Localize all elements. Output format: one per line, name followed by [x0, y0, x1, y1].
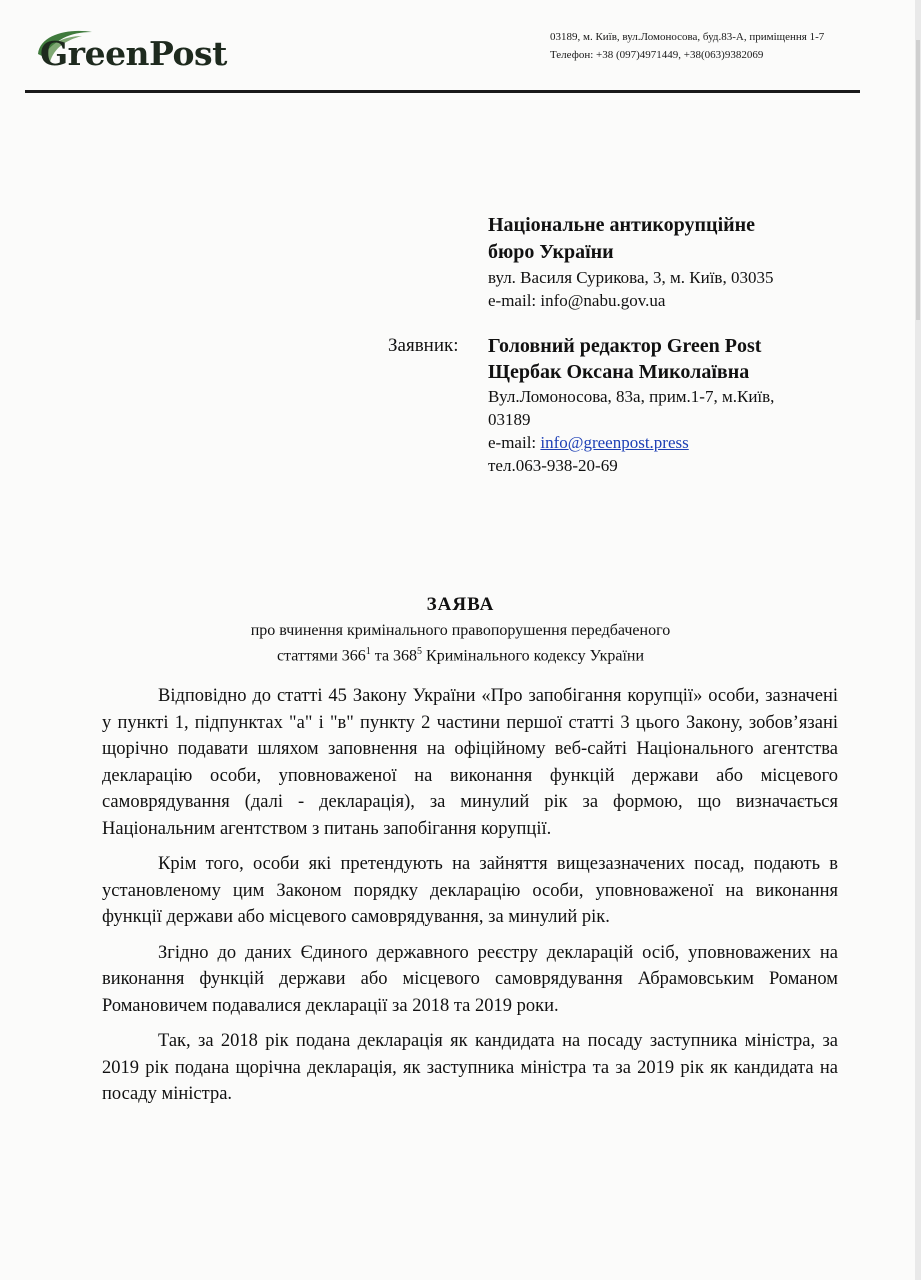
recipient-org-line2: бюро України [488, 241, 614, 263]
applicant-block [488, 333, 848, 477]
applicant-email-prefix: e-mail: [488, 433, 541, 452]
applicant-name: Щербак Оксана Миколаївна [488, 361, 750, 383]
body-paragraph-2: Крім того, особи які претендують на зайняття вищезазначених посад, подають в установленому цим Законом порядку декларацію особи, уповноваженої на виконання функції держави або місцевого самоврядування, за минулий рік. [102, 854, 838, 927]
company-address: 03189, м. Київ, вул.Ломоносова, буд.83-А, приміщення 1-7 [550, 31, 825, 43]
recipient-block [488, 212, 848, 312]
subtitle-part-c: Кримінального кодексу України [422, 647, 645, 665]
applicant-email-link[interactable]: info@greenpost.press [540, 433, 689, 452]
recipient-org-line1: Національне антикорупційне [488, 214, 756, 236]
document-subtitle [0, 620, 921, 666]
recipient-email: e-mail: info@nabu.gov.ua [488, 291, 666, 310]
document-body [102, 683, 838, 1117]
subtitle-part-a: статтями 366 [276, 647, 366, 665]
subtitle-sup-1: 1 [365, 646, 371, 657]
company-phone: Телефон: +38 (097)4971449, +38(063)9382069 [550, 49, 764, 61]
body-paragraph-4: Так, за 2018 рік подана декларація як кандидата на посаду заступника міністра, за 2019 рік подана щорічна декларація, як заступника міністра та за 2019 рік як кандидата на посаду міністра. [102, 1031, 838, 1104]
applicant-phone: тел.063-938-20-69 [488, 456, 618, 475]
subtitle-part-b: та 368 [370, 647, 418, 665]
subtitle-line2 [0, 641, 921, 666]
applicant-email [488, 431, 848, 454]
applicant-position: Головний редактор Green Post [488, 335, 762, 357]
logo-text: GreenPost [40, 34, 227, 73]
header-divider [25, 90, 860, 93]
applicant-address: Вул.Ломоносова, 83а, прим.1-7, м.Київ, 03189 [488, 387, 775, 429]
subtitle-line1: про вчинення кримінального правопорушення передбаченого [250, 622, 671, 639]
subtitle-sup-2: 5 [417, 646, 423, 657]
company-contacts [550, 28, 850, 64]
body-paragraph-3: Згідно до даних Єдиного державного реєстру декларацій осіб, уповноважених на виконання функцій держави або місцевого самоврядування Абрамовським Романом Романовичем подавалися декларації за 2018 та 2019 роки. [102, 942, 838, 1016]
applicant-label: Заявник: [388, 335, 459, 356]
body-paragraph-1: Відповідно до статті 45 Закону України «Про запобігання корупції» особи, зазначені у пункті 1, підпунктах "а" і "в" пункту 2 частини першої статті 3 цього Закону, зобов’язані щорічно подавати шляхом заповнення на офіційному веб-сайті Національного агентства декларацію особи, уповноваженої на виконання функцій держави або місцевого самоврядування (далі - декларація), за минулий рік за формою, що визначається Національним агентством з питань запобігання корупції. [102, 686, 838, 839]
document-title: ЗАЯВА [426, 594, 495, 615]
recipient-address: вул. Василя Сурикова, 3, м. Київ, 03035 [488, 268, 774, 287]
